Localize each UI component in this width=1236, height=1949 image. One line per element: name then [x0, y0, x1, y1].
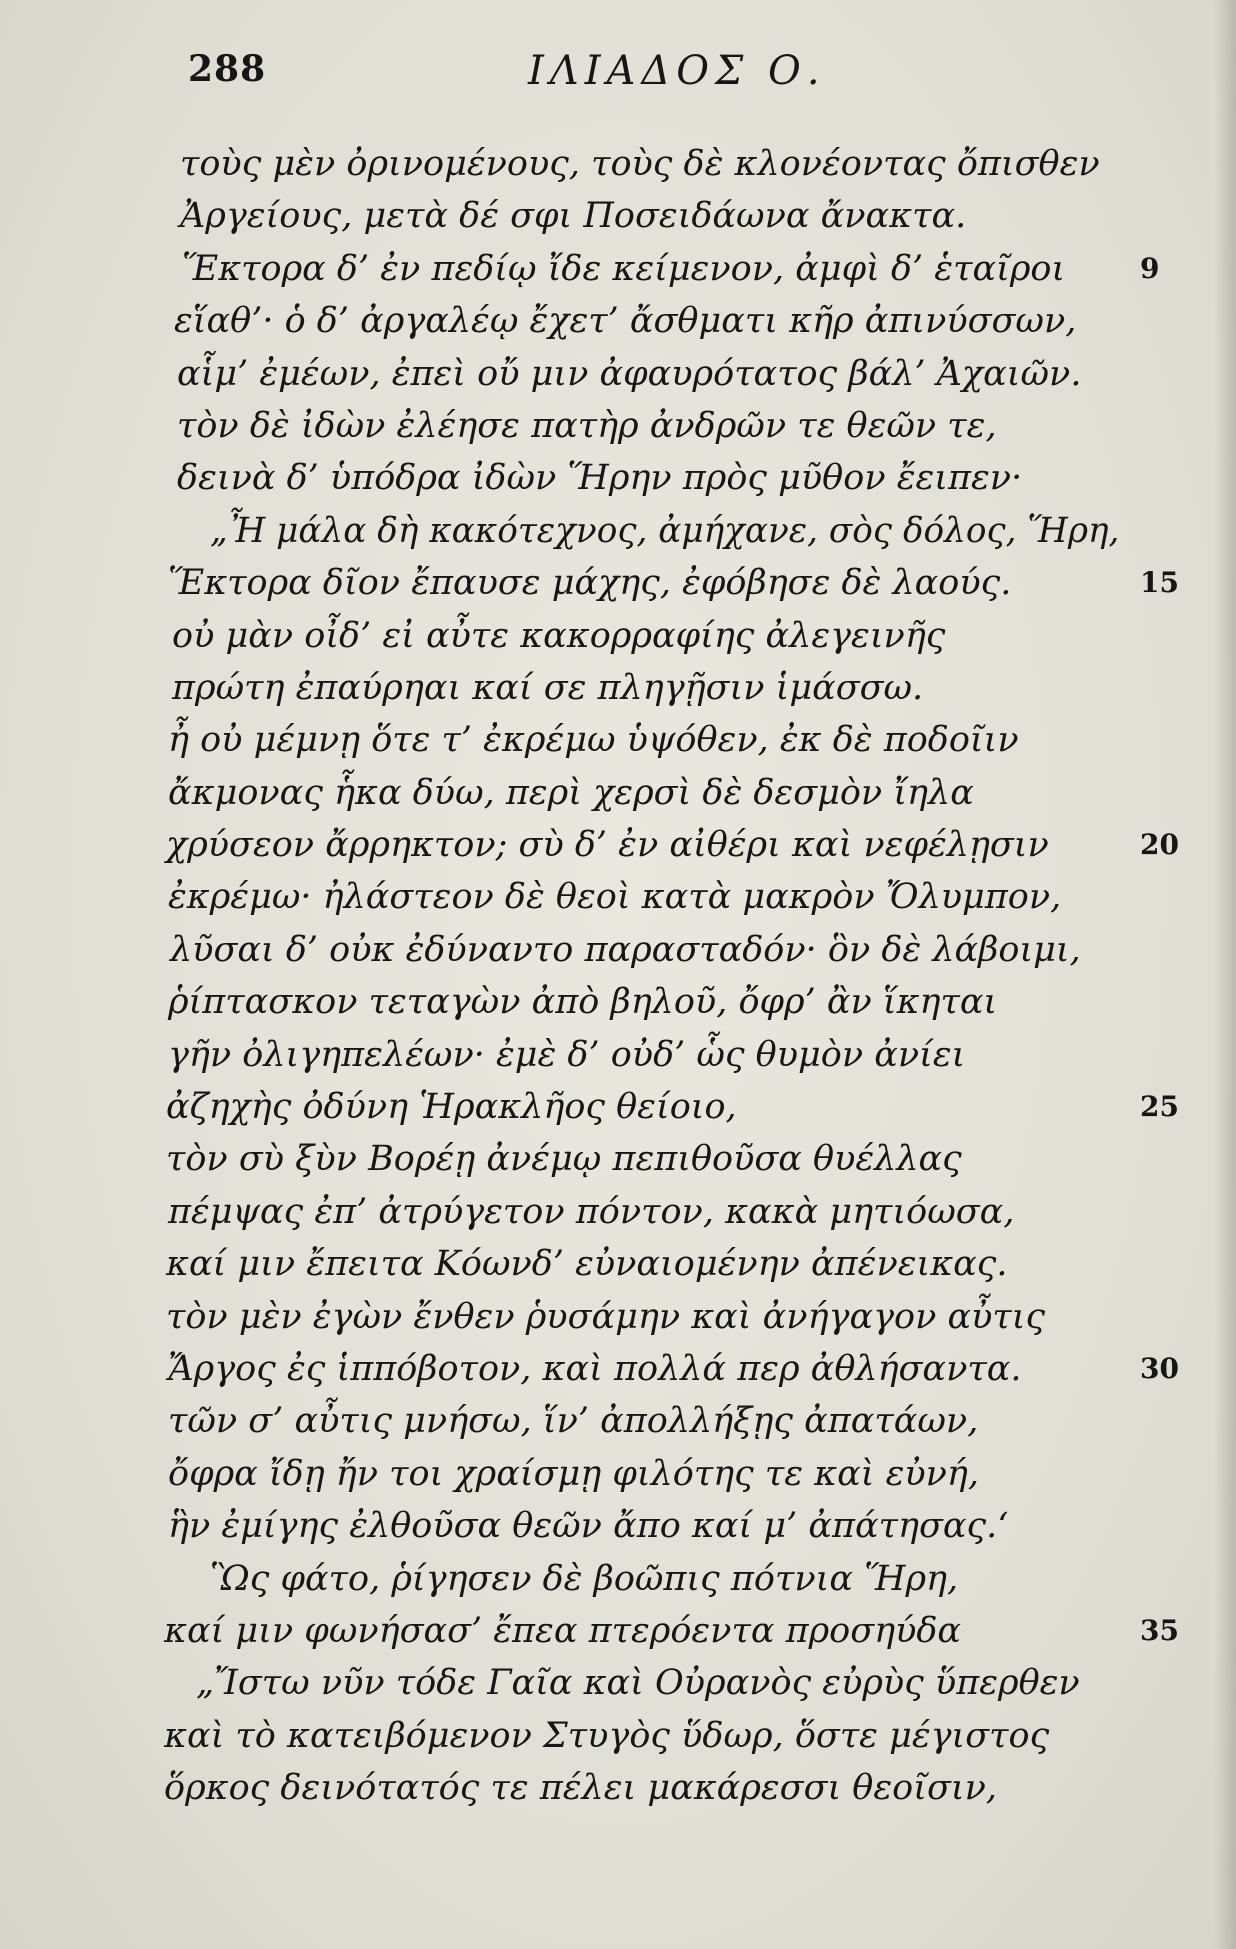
- verse-line: [0, 1186, 1236, 1238]
- verse-text: πρώτη ἐπαύρηαι καί σε πληγῇσιν ἱμάσσω.: [172, 667, 924, 708]
- verse-text: καί μιν φωνήσασ’ ἔπεα πτερόεντα προσηύδα: [164, 1610, 962, 1651]
- verse-text: τὸν μὲν ἐγὼν ἔνθεν ῥυσάμην καὶ ἀνήγαγον αὖτις: [166, 1296, 1046, 1337]
- verse-line: [0, 452, 1236, 504]
- verse-text: ἄκμονας ἧκα δύω, περὶ χερσὶ δὲ δεσμὸν ἴηλα: [168, 772, 974, 813]
- running-title: ΙΛΙΑΔΟΣ Ο.: [528, 48, 826, 94]
- verse-line: [0, 505, 1236, 557]
- verse-text: λῦσαι δ’ οὐκ ἐδύναντο παρασταδόν· ὃν δὲ λάβοιμι,: [170, 929, 1081, 970]
- verse-text: πέμψας ἐπ’ ἀτρύγετον πόντον, κακὰ μητιόωσα,: [168, 1191, 1015, 1232]
- line-number: 20: [1140, 828, 1179, 862]
- verse-line: [0, 871, 1236, 923]
- verse-line: [0, 1029, 1236, 1081]
- verse-text: τὸν σὺ ξὺν Βορέῃ ἀνέμῳ πεπιθοῦσα θυέλλας: [166, 1139, 962, 1180]
- line-number: 9: [1140, 251, 1160, 285]
- line-number: 25: [1140, 1090, 1179, 1124]
- verse-line: [0, 662, 1236, 714]
- page-header: [188, 40, 908, 110]
- verse-text: καί μιν ἔπειτα Κόωνδ’ εὐναιομένην ἀπένεικας.: [166, 1244, 1008, 1285]
- verse-text: τὸν δὲ ἰδὼν ἐλέησε πατὴρ ἀνδρῶν τε θεῶν τε,: [177, 405, 997, 446]
- verse-text: τῶν σ’ αὖτις μνήσω, ἵν’ ἀπολλήξῃς ἀπατάων,: [168, 1401, 979, 1442]
- verse-line: [0, 1395, 1236, 1447]
- line-number: 30: [1140, 1351, 1179, 1385]
- verse-block: [0, 138, 1236, 1815]
- verse-text: Ἕκτορα δῖον ἔπαυσε μάχης, ἐφόβησε δὲ λαούς.: [168, 563, 1012, 604]
- line-number: 35: [1140, 1613, 1179, 1647]
- verse-line: [0, 714, 1236, 766]
- verse-text: δεινὰ δ’ ὑπόδρα ἰδὼν Ἥρην πρὸς μῦθον ἔειπεν·: [177, 458, 1023, 499]
- verse-text: εἵαθ’· ὁ δ’ ἀργαλέῳ ἔχετ’ ἄσθματι κῆρ ἀπινύσσων,: [174, 301, 1077, 342]
- verse-text: ἣν ἐμίγης ἐλθοῦσα θεῶν ἄπο καί μ’ ἀπάτησας.‘: [168, 1506, 1009, 1547]
- verse-line: [0, 1081, 1236, 1133]
- verse-line: [0, 1291, 1236, 1343]
- verse-line: [0, 1762, 1236, 1814]
- verse-line: [0, 295, 1236, 347]
- verse-line: [0, 1133, 1236, 1185]
- verse-text: Ὣς φάτο, ῥίγησεν δὲ βοῶπις πότνια Ἥρη,: [210, 1558, 959, 1599]
- verse-text: καὶ τὸ κατειβόμενον Στυγὸς ὕδωρ, ὅστε μέγιστος: [164, 1715, 1050, 1756]
- verse-text: ῥίπτασκον τεταγὼν ἀπὸ βηλοῦ, ὄφρ’ ἂν ἵκηται: [168, 982, 998, 1023]
- verse-text: Ἕκτορα δ’ ἐν πεδίῳ ἴδε κείμενον, ἀμφὶ δ’ ἑταῖροι: [182, 248, 1066, 289]
- verse-text: Ἀργείους, μετὰ δέ σφι Ποσειδάωνα ἄνακτα.: [180, 196, 967, 237]
- verse-line: [0, 1500, 1236, 1552]
- verse-line: [0, 1238, 1236, 1290]
- verse-text: γῆν ὀλιγηπελέων· ἐμὲ δ’ οὐδ’ ὧς θυμὸν ἀνίει: [168, 1034, 966, 1075]
- verse-text: οὐ μὰν οἶδ’ εἰ αὖτε κακορραφίης ἀλεγεινῆς: [172, 615, 946, 656]
- verse-text: „Ἦ μάλα δὴ κακότεχνος, ἀμήχανε, σὸς δόλος, Ἥρη,: [210, 510, 1120, 551]
- verse-text: ὅρκος δεινότατός τε πέλει μακάρεσσι θεοῖσιν,: [164, 1768, 997, 1809]
- verse-line: [0, 1553, 1236, 1605]
- verse-line: [0, 557, 1236, 609]
- verse-text: ἀζηχὴς ὀδύνη Ἡρακλῆος θείοιο,: [166, 1087, 737, 1128]
- verse-line: [0, 819, 1236, 871]
- verse-text: ὄφρα ἴδῃ ἤν τοι χραίσμῃ φιλότης τε καὶ εὐνή,: [168, 1453, 980, 1494]
- verse-line: [0, 243, 1236, 295]
- verse-line: [0, 1343, 1236, 1395]
- verse-line: [0, 400, 1236, 452]
- verse-line: [0, 1605, 1236, 1657]
- verse-line: [0, 1657, 1236, 1709]
- verse-text: χρύσεον ἄρρηκτον; σὺ δ’ ἐν αἰθέρι καὶ νεφέλῃσιν: [166, 825, 1049, 866]
- verse-line: [0, 976, 1236, 1028]
- verse-line: [0, 767, 1236, 819]
- verse-text: αἷμ’ ἐμέων, ἐπεὶ οὔ μιν ἀφαυρότατος βάλ’ Ἀχαιῶν.: [177, 353, 1082, 394]
- verse-line: [0, 138, 1236, 190]
- verse-text: ἐκρέμω· ἠλάστεον δὲ θεοὶ κατὰ μακρὸν Ὄλυμπον,: [168, 877, 1062, 918]
- verse-line: [0, 1710, 1236, 1762]
- verse-line: [0, 610, 1236, 662]
- verse-text: Ἄργος ἐς ἱππόβοτον, καὶ πολλά περ ἀθλήσαντα.: [168, 1348, 1022, 1389]
- verse-text: τοὺς μὲν ὀρινομένους, τοὺς δὲ κλονέοντας ὄπισθεν: [180, 144, 1100, 184]
- verse-line: [0, 924, 1236, 976]
- verse-text: ἦ οὐ μέμνῃ ὅτε τ’ ἐκρέμω ὑψόθεν, ἐκ δὲ ποδοῖιν: [168, 720, 1019, 761]
- verse-line: [0, 1448, 1236, 1500]
- line-number: 15: [1140, 566, 1179, 600]
- verse-line: [0, 190, 1236, 242]
- verse-line: [0, 348, 1236, 400]
- verse-text: „Ἴστω νῦν τόδε Γαῖα καὶ Οὐρανὸς εὐρὺς ὕπερθεν: [196, 1663, 1080, 1704]
- page-number: 288: [188, 48, 267, 90]
